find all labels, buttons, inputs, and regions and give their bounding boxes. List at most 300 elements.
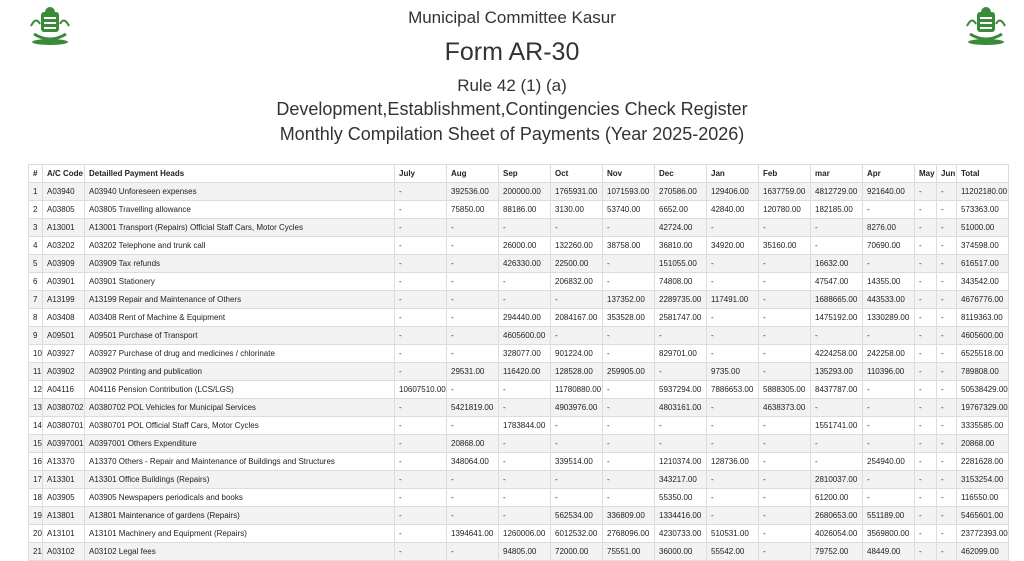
table-cell: - xyxy=(863,435,915,453)
table-cell: 8 xyxy=(29,309,43,327)
table-cell: - xyxy=(811,435,863,453)
table-cell: 921640.00 xyxy=(863,183,915,201)
table-cell: - xyxy=(937,255,957,273)
table-cell: A13801 Maintenance of gardens (Repairs) xyxy=(85,507,395,525)
table-cell: - xyxy=(551,219,603,237)
table-cell: A03408 Rent of Machine & Equipment xyxy=(85,309,395,327)
table-cell: - xyxy=(395,525,447,543)
table-cell: 135293.00 xyxy=(811,363,863,381)
table-cell: 1 xyxy=(29,183,43,201)
table-cell: - xyxy=(707,309,759,327)
table-cell: 4812729.00 xyxy=(811,183,863,201)
table-cell: - xyxy=(603,381,655,399)
table-cell: 6525518.00 xyxy=(957,345,1009,363)
table-cell: A03940 Unforeseen expenses xyxy=(85,183,395,201)
rule-subtitle: Rule 42 (1) (a) xyxy=(457,76,567,95)
table-cell: A09501 Purchase of Transport xyxy=(85,327,395,345)
table-row xyxy=(29,417,1009,435)
table-cell: A09501 xyxy=(43,327,85,345)
table-cell: - xyxy=(915,201,937,219)
table-cell: A0380701 POL Official Staff Cars, Motor Cycles xyxy=(85,417,395,435)
table-cell: - xyxy=(551,291,603,309)
table-cell: - xyxy=(655,435,707,453)
table-cell: - xyxy=(915,489,937,507)
committee-title: Municipal Committee Kasur xyxy=(408,8,616,27)
table-cell: - xyxy=(395,453,447,471)
table-cell: - xyxy=(937,183,957,201)
table-row xyxy=(29,435,1009,453)
table-cell: 206832.00 xyxy=(551,273,603,291)
table-cell: 151055.00 xyxy=(655,255,707,273)
table-cell: 94805.00 xyxy=(499,543,551,561)
table-cell: - xyxy=(499,399,551,417)
table-cell: - xyxy=(915,543,937,561)
table-cell: 2289735.00 xyxy=(655,291,707,309)
table-cell: - xyxy=(395,255,447,273)
table-cell: 562534.00 xyxy=(551,507,603,525)
table-cell: 5421819.00 xyxy=(447,399,499,417)
table-cell: - xyxy=(937,453,957,471)
table-cell: - xyxy=(811,237,863,255)
table-cell: A0397001 Others Expenditure xyxy=(85,435,395,453)
table-cell: - xyxy=(915,471,937,489)
table-cell: - xyxy=(603,345,655,363)
table-cell: - xyxy=(937,201,957,219)
table-cell: - xyxy=(915,435,937,453)
table-cell: - xyxy=(915,183,937,201)
table-cell: A13101 Machinery and Equipment (Repairs) xyxy=(85,525,395,543)
table-cell: - xyxy=(707,273,759,291)
table-cell: A03940 xyxy=(43,183,85,201)
table-cell: 23772393.00 xyxy=(957,525,1009,543)
table-cell: - xyxy=(395,309,447,327)
table-cell: A13001 xyxy=(43,219,85,237)
table-row xyxy=(29,183,1009,201)
table-cell: 18 xyxy=(29,489,43,507)
table-cell: - xyxy=(863,489,915,507)
table-row xyxy=(29,345,1009,363)
table-cell: 22500.00 xyxy=(551,255,603,273)
table-cell: - xyxy=(395,363,447,381)
table-cell: - xyxy=(395,273,447,291)
table-cell: 38758.00 xyxy=(603,237,655,255)
table-cell: - xyxy=(937,219,957,237)
table-row xyxy=(29,543,1009,561)
table-cell: - xyxy=(655,363,707,381)
table-cell: - xyxy=(937,471,957,489)
table-cell: 789808.00 xyxy=(957,363,1009,381)
table-cell: 14 xyxy=(29,417,43,435)
table-cell: 200000.00 xyxy=(499,183,551,201)
table-cell: - xyxy=(447,309,499,327)
table-cell: 328077.00 xyxy=(499,345,551,363)
table-cell: A13301 xyxy=(43,471,85,489)
table-cell: - xyxy=(915,309,937,327)
table-cell: 426330.00 xyxy=(499,255,551,273)
table-cell: - xyxy=(937,345,957,363)
table-cell: 79752.00 xyxy=(811,543,863,561)
table-cell: - xyxy=(811,399,863,417)
table-cell: 4803161.00 xyxy=(655,399,707,417)
table-row xyxy=(29,453,1009,471)
table-cell: 5465601.00 xyxy=(957,507,1009,525)
table-cell: - xyxy=(447,327,499,345)
table-cell: - xyxy=(863,381,915,399)
table-cell: A04116 xyxy=(43,381,85,399)
table-cell: 551189.00 xyxy=(863,507,915,525)
table-cell: 8276.00 xyxy=(863,219,915,237)
column-header: Dec xyxy=(655,165,707,183)
table-cell: 3569800.00 xyxy=(863,525,915,543)
table-row xyxy=(29,291,1009,309)
table-cell: 11202180.00 xyxy=(957,183,1009,201)
table-cell: A03905 xyxy=(43,489,85,507)
table-cell: A03202 xyxy=(43,237,85,255)
table-cell: 29531.00 xyxy=(447,363,499,381)
table-cell: - xyxy=(551,471,603,489)
table-cell: 88186.00 xyxy=(499,201,551,219)
table-cell: 2281628.00 xyxy=(957,453,1009,471)
table-cell: 2768096.00 xyxy=(603,525,655,543)
column-header: July xyxy=(395,165,447,183)
table-cell: - xyxy=(395,201,447,219)
column-header: Detailled Payment Heads xyxy=(85,165,395,183)
table-cell: - xyxy=(937,237,957,255)
table-cell: 19767329.00 xyxy=(957,399,1009,417)
table-cell: 6 xyxy=(29,273,43,291)
table-row xyxy=(29,381,1009,399)
table-cell: 51000.00 xyxy=(957,219,1009,237)
table-cell: - xyxy=(603,219,655,237)
table-cell: - xyxy=(811,327,863,345)
column-header: A/C Code xyxy=(43,165,85,183)
table-cell: - xyxy=(937,417,957,435)
column-header: Apr xyxy=(863,165,915,183)
column-header: Aug xyxy=(447,165,499,183)
table-cell: 116550.00 xyxy=(957,489,1009,507)
table-cell: 15 xyxy=(29,435,43,453)
table-cell: - xyxy=(937,399,957,417)
table-cell: - xyxy=(937,525,957,543)
table-cell: - xyxy=(499,291,551,309)
table-cell: - xyxy=(395,507,447,525)
table-cell: - xyxy=(759,363,811,381)
table-cell: - xyxy=(915,219,937,237)
table-cell: 110396.00 xyxy=(863,363,915,381)
table-cell: A04116 Pension Contribution (LCS/LGS) xyxy=(85,381,395,399)
table-cell: A03901 Stationery xyxy=(85,273,395,291)
table-cell: - xyxy=(937,327,957,345)
table-cell: 1210374.00 xyxy=(655,453,707,471)
table-cell: - xyxy=(395,219,447,237)
table-cell: - xyxy=(551,417,603,435)
table-cell: - xyxy=(915,399,937,417)
table-row xyxy=(29,273,1009,291)
table-cell: - xyxy=(447,255,499,273)
table-cell: A13370 xyxy=(43,453,85,471)
table-cell: A13199 xyxy=(43,291,85,309)
table-cell: - xyxy=(447,471,499,489)
table-cell: 510531.00 xyxy=(707,525,759,543)
table-cell: 137352.00 xyxy=(603,291,655,309)
table-cell: 128736.00 xyxy=(707,453,759,471)
table-cell: 53740.00 xyxy=(603,201,655,219)
table-cell: 47547.00 xyxy=(811,273,863,291)
payments-table xyxy=(28,164,1009,561)
table-cell: - xyxy=(937,291,957,309)
table-cell: - xyxy=(811,453,863,471)
table-row xyxy=(29,489,1009,507)
table-cell: - xyxy=(707,219,759,237)
table-cell: 254940.00 xyxy=(863,453,915,471)
table-cell: A0397001 xyxy=(43,435,85,453)
table-cell: 20 xyxy=(29,525,43,543)
table-cell: - xyxy=(395,399,447,417)
table-cell: 120780.00 xyxy=(759,201,811,219)
column-header: Feb xyxy=(759,165,811,183)
table-cell: - xyxy=(915,345,937,363)
column-header: May xyxy=(915,165,937,183)
table-cell: 75551.00 xyxy=(603,543,655,561)
column-header: Oct xyxy=(551,165,603,183)
table-cell: 343542.00 xyxy=(957,273,1009,291)
table-cell: 4638373.00 xyxy=(759,399,811,417)
table-cell: A03905 Newspapers periodicals and books xyxy=(85,489,395,507)
table-cell: 616517.00 xyxy=(957,255,1009,273)
table-cell: 42724.00 xyxy=(655,219,707,237)
table-cell: 48449.00 xyxy=(863,543,915,561)
table-cell: - xyxy=(759,327,811,345)
table-cell: 42840.00 xyxy=(707,201,759,219)
table-row xyxy=(29,471,1009,489)
table-cell: 2680653.00 xyxy=(811,507,863,525)
table-cell: 36000.00 xyxy=(655,543,707,561)
table-cell: - xyxy=(447,417,499,435)
table-cell: - xyxy=(655,327,707,345)
table-cell: 4605600.00 xyxy=(957,327,1009,345)
table-cell: 34920.00 xyxy=(707,237,759,255)
table-row xyxy=(29,327,1009,345)
table-cell: A13370 Others - Repair and Maintenance of Buildings and Structures xyxy=(85,453,395,471)
table-cell: 1783844.00 xyxy=(499,417,551,435)
table-cell: - xyxy=(915,291,937,309)
table-cell: 443533.00 xyxy=(863,291,915,309)
table-cell: - xyxy=(603,273,655,291)
table-cell: 1637759.00 xyxy=(759,183,811,201)
table-cell: - xyxy=(447,381,499,399)
table-cell: - xyxy=(707,435,759,453)
table-cell: 7 xyxy=(29,291,43,309)
table-cell: - xyxy=(915,507,937,525)
table-cell: A03927 xyxy=(43,345,85,363)
table-cell: - xyxy=(395,183,447,201)
table-cell: 6012532.00 xyxy=(551,525,603,543)
table-cell: 4026054.00 xyxy=(811,525,863,543)
table-cell: - xyxy=(759,417,811,435)
column-header: # xyxy=(29,165,43,183)
table-cell: - xyxy=(447,489,499,507)
table-cell: 3130.00 xyxy=(551,201,603,219)
table-cell: 14355.00 xyxy=(863,273,915,291)
table-cell: 132260.00 xyxy=(551,237,603,255)
table-cell: 294440.00 xyxy=(499,309,551,327)
table-cell: 75850.00 xyxy=(447,201,499,219)
table-row xyxy=(29,399,1009,417)
table-cell: - xyxy=(603,399,655,417)
table-row xyxy=(29,237,1009,255)
table-cell: - xyxy=(603,255,655,273)
table-cell: 55350.00 xyxy=(655,489,707,507)
table-cell: - xyxy=(395,489,447,507)
table-cell: - xyxy=(937,381,957,399)
table-cell: 6652.00 xyxy=(655,201,707,219)
table-cell: A03805 Travelling allowance xyxy=(85,201,395,219)
table-cell: - xyxy=(395,237,447,255)
table-cell: - xyxy=(937,363,957,381)
table-cell: - xyxy=(395,327,447,345)
table-cell: - xyxy=(499,507,551,525)
table-cell: - xyxy=(863,471,915,489)
table-cell: - xyxy=(759,453,811,471)
table-cell: 55542.00 xyxy=(707,543,759,561)
table-cell: - xyxy=(551,489,603,507)
table-cell: 36810.00 xyxy=(655,237,707,255)
table-cell: 392536.00 xyxy=(447,183,499,201)
table-cell: - xyxy=(915,255,937,273)
table-cell: 9735.00 xyxy=(707,363,759,381)
table-cell: - xyxy=(915,363,937,381)
table-cell: A03909 xyxy=(43,255,85,273)
table-cell: 116420.00 xyxy=(499,363,551,381)
table-cell: - xyxy=(759,507,811,525)
payments-table-container xyxy=(28,164,1008,561)
table-cell: 242258.00 xyxy=(863,345,915,363)
table-cell: - xyxy=(447,291,499,309)
table-cell: 74808.00 xyxy=(655,273,707,291)
table-cell: - xyxy=(551,435,603,453)
table-cell: - xyxy=(915,417,937,435)
table-cell: 1394641.00 xyxy=(447,525,499,543)
table-cell: A03902 xyxy=(43,363,85,381)
table-cell: - xyxy=(499,435,551,453)
table-cell: 1330289.00 xyxy=(863,309,915,327)
table-cell: A03927 Purchase of drug and medicines / chlorinate xyxy=(85,345,395,363)
table-cell: 16632.00 xyxy=(811,255,863,273)
table-cell: - xyxy=(395,471,447,489)
table-cell: 182185.00 xyxy=(811,201,863,219)
table-cell: 16 xyxy=(29,453,43,471)
table-cell: 20868.00 xyxy=(447,435,499,453)
table-cell: 259905.00 xyxy=(603,363,655,381)
table-cell: 4676776.00 xyxy=(957,291,1009,309)
table-cell: 70690.00 xyxy=(863,237,915,255)
table-cell: - xyxy=(937,309,957,327)
table-cell: - xyxy=(937,435,957,453)
table-cell: 7886653.00 xyxy=(707,381,759,399)
table-cell: 12 xyxy=(29,381,43,399)
table-cell: 9 xyxy=(29,327,43,345)
table-cell: A13199 Repair and Maintenance of Others xyxy=(85,291,395,309)
table-cell: 1551741.00 xyxy=(811,417,863,435)
column-header: Nov xyxy=(603,165,655,183)
table-cell: - xyxy=(655,417,707,435)
table-cell: - xyxy=(395,291,447,309)
table-cell: 2581747.00 xyxy=(655,309,707,327)
table-cell: - xyxy=(707,489,759,507)
table-cell: - xyxy=(499,381,551,399)
table-body xyxy=(29,183,1009,561)
table-cell: - xyxy=(759,309,811,327)
table-cell: - xyxy=(759,255,811,273)
table-cell: A0380702 xyxy=(43,399,85,417)
table-cell: - xyxy=(915,525,937,543)
table-cell: - xyxy=(937,543,957,561)
table-cell: 573363.00 xyxy=(957,201,1009,219)
table-cell: - xyxy=(759,345,811,363)
table-cell: 5937294.00 xyxy=(655,381,707,399)
table-cell: 10607510.00 xyxy=(395,381,447,399)
table-cell: - xyxy=(447,345,499,363)
table-cell: A03901 xyxy=(43,273,85,291)
table-cell: A03102 Legal fees xyxy=(85,543,395,561)
table-cell: 129406.00 xyxy=(707,183,759,201)
table-cell: - xyxy=(915,327,937,345)
table-cell: 50538429.00 xyxy=(957,381,1009,399)
table-cell: A03805 xyxy=(43,201,85,219)
table-cell: - xyxy=(395,345,447,363)
table-cell: - xyxy=(447,237,499,255)
column-header: Jun xyxy=(937,165,957,183)
column-header: mar xyxy=(811,165,863,183)
table-cell: 1071593.00 xyxy=(603,183,655,201)
table-cell: A03902 Printing and publication xyxy=(85,363,395,381)
table-cell: 901224.00 xyxy=(551,345,603,363)
table-cell: - xyxy=(707,255,759,273)
table-cell: - xyxy=(603,417,655,435)
table-cell: 374598.00 xyxy=(957,237,1009,255)
table-cell: 117491.00 xyxy=(707,291,759,309)
table-cell: 5888305.00 xyxy=(759,381,811,399)
table-cell: - xyxy=(707,345,759,363)
table-cell: - xyxy=(759,525,811,543)
table-cell: 35160.00 xyxy=(759,237,811,255)
register-title: Development,Establishment,Contingencies Check Register xyxy=(276,99,748,119)
table-cell: - xyxy=(759,543,811,561)
table-cell: - xyxy=(707,399,759,417)
table-cell: - xyxy=(915,453,937,471)
table-cell: A0380702 POL Vehicles for Municipal Services xyxy=(85,399,395,417)
table-cell: - xyxy=(863,327,915,345)
table-cell: 1260006.00 xyxy=(499,525,551,543)
table-cell: - xyxy=(863,255,915,273)
table-cell: 353528.00 xyxy=(603,309,655,327)
table-cell: 17 xyxy=(29,471,43,489)
table-row xyxy=(29,219,1009,237)
table-cell: - xyxy=(707,327,759,345)
table-cell: 11 xyxy=(29,363,43,381)
table-cell: - xyxy=(603,453,655,471)
table-cell: - xyxy=(863,201,915,219)
table-cell: - xyxy=(447,219,499,237)
table-cell: 8437787.00 xyxy=(811,381,863,399)
table-cell: 11780880.00 xyxy=(551,381,603,399)
table-cell: - xyxy=(707,471,759,489)
table-cell: 61200.00 xyxy=(811,489,863,507)
sheet-title: Monthly Compilation Sheet of Payments (Year 2025-2026) xyxy=(279,124,745,144)
table-cell: A13001 Transport (Repairs) Official Staff Cars, Motor Cycles xyxy=(85,219,395,237)
table-cell: 4903976.00 xyxy=(551,399,603,417)
table-cell: - xyxy=(707,417,759,435)
